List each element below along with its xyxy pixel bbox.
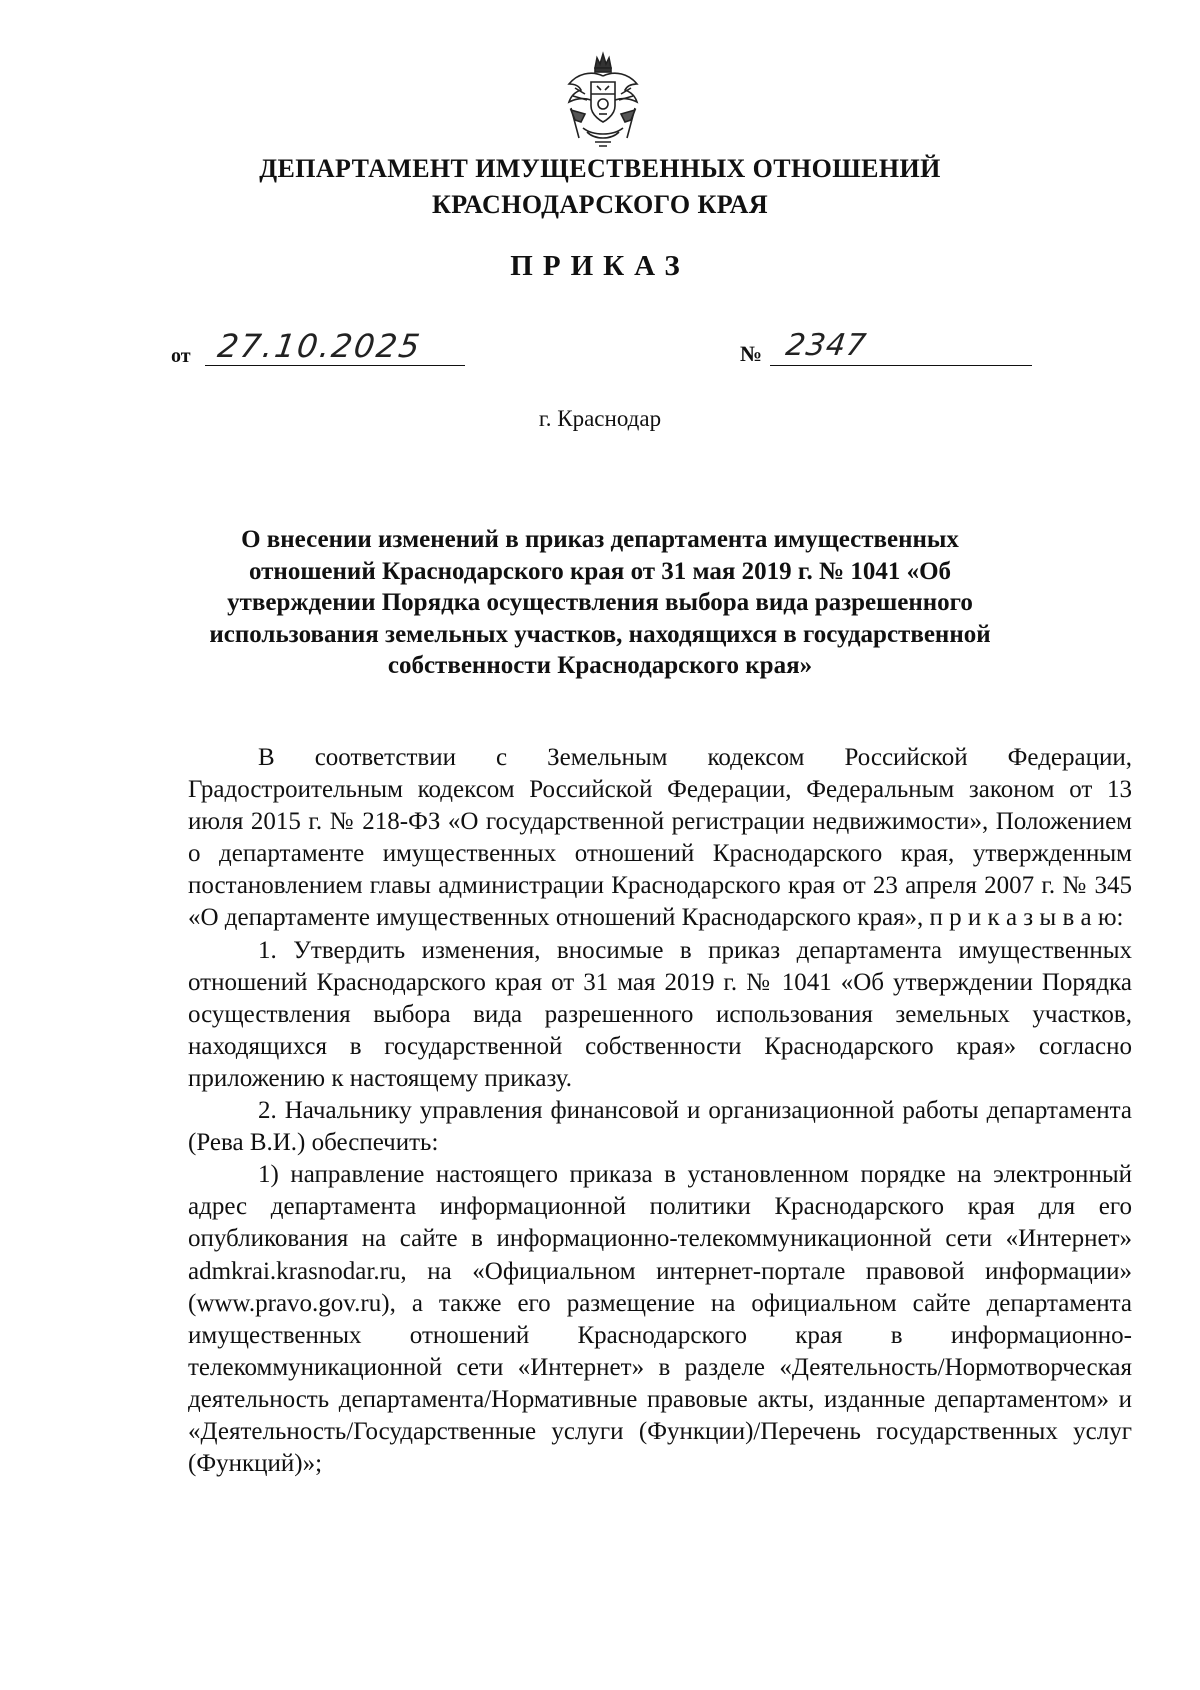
date-label: от <box>171 345 191 367</box>
order-body <box>188 742 1132 1480</box>
number-label: № <box>740 341 763 366</box>
krasnodar-krai-coat-of-arms-icon <box>561 48 645 152</box>
department-name-line1: ДЕПАРТАМЕНТ ИМУЩЕСТВЕННЫХ ОТНОШЕНИЙ <box>259 154 941 183</box>
handwritten-date: 27.10.2025 <box>215 327 424 365</box>
document-type-title: ПРИКАЗ <box>510 250 690 282</box>
department-name-line2: КРАСНОДАРСКОГО КРАЯ <box>431 190 769 219</box>
paragraph-item-1: 1. Утвердить изменения, вносимые в приказ департамента имущественных отношений Краснодарского края от 31 мая 2019 г. № 1041 «Об утверждении Порядка осуществления выбора вида разрешенного использования земельных участков, находящихся в государственной собственности Краснодарского края» согласно приложению к настоящему приказу. <box>188 936 1132 1092</box>
order-subject-heading: О внесении изменений в приказ департамента имущественных отношений Краснодарского края от 31 мая 2019 г. № 1041 «Об утверждении Порядка осуществления выбора вида разрешенного использования земельных участков, находящихся в государственной собственности Краснодарского края» <box>209 526 991 680</box>
paragraph-item-2: 2. Начальнику управления финансовой и организационной работы департамента (Рева В.И.) обеспечить: <box>188 1097 1132 1157</box>
paragraph-item-2-1: 1) направление настоящего приказа в установленном порядке на электронный адрес департамента информационной политики Краснодарского края для его опубликования на сайте в информационно-телекоммуникационной сети «Интернет» admkrai.krasnodar.ru, на «Официальном интернет-портале правовой информации» (www.pravo.gov.ru), а также его размещение на официальном сайте департамента имущественных отношений Краснодарского края в информационно-телекоммуникационной сети «Интернет» в разделе «Деятельность/Нормотворческая деятельность департамента/Нормативные правовые акты, изданные департаментом» и «Деятельность/Государственные услуги (Функции)/Перечень государственных услуг (Функций)»; <box>188 1161 1132 1478</box>
handwritten-number: 2347 <box>783 328 869 363</box>
paragraph-preamble: В соответствии с Земельным кодексом Российской Федерации, Градостроительным кодексом Российской Федерации, Федеральным законом от 13 июля 2015 г. № 218-ФЗ «О государственной регистрации недвижимости», Положением о департаменте имущественных отношений Краснодарского края, утвержденным постановлением главы администрации Краснодарского края от 23 апреля 2007 г. № 345 «О департаменте имущественных отношений Краснодарского края», п р и к а з ы в а ю: <box>188 744 1132 932</box>
city-line: г. Краснодар <box>538 406 662 431</box>
